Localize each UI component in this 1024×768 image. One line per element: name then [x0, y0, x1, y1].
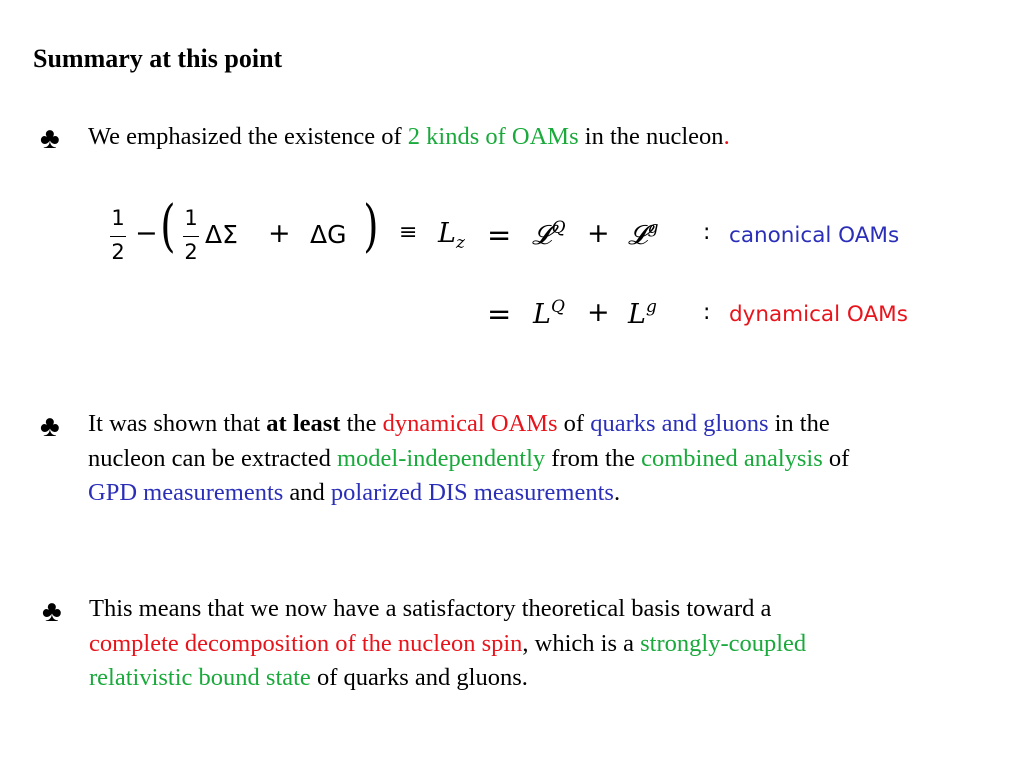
equals-sign: = — [487, 218, 512, 252]
q-superscript: Q — [551, 218, 566, 238]
line — [89, 661, 989, 696]
text: of — [557, 410, 591, 437]
highlight-polarized-dis: polarized DIS measurements — [330, 479, 614, 506]
text: from the — [545, 444, 642, 472]
text: the — [340, 410, 383, 437]
fraction-bar — [183, 236, 199, 237]
plus-sign: + — [587, 297, 610, 328]
highlight-quarks-gluons: quarks and gluons — [590, 410, 769, 437]
text: in the nucleon — [578, 123, 724, 150]
colon: : — [703, 300, 711, 325]
g-superscript: g — [645, 297, 657, 317]
z-subscript: z — [455, 233, 465, 253]
script-l: 𝓛 — [532, 220, 552, 251]
g-superscript: g — [647, 218, 659, 238]
fraction-numerator: 1 — [184, 206, 198, 230]
colon: : — [703, 220, 711, 245]
delta-g — [310, 220, 346, 249]
slide-title: Summary at this point — [33, 44, 283, 73]
delta-g-symbol: ΔG — [310, 220, 347, 249]
text: , which is a — [522, 629, 641, 657]
text: and — [283, 479, 331, 506]
script-l: 𝓛 — [628, 220, 648, 251]
right-paren: ) — [363, 194, 379, 259]
kinetic-lg — [628, 297, 657, 330]
fraction-numerator: 1 — [111, 206, 125, 230]
plus-sign: + — [587, 218, 610, 249]
fraction-denominator: 2 — [111, 240, 125, 264]
plus-sign: + — [268, 218, 291, 249]
text: . — [613, 479, 621, 506]
text: nucleon can be extracted — [88, 444, 337, 472]
kinetic-lq — [533, 297, 565, 330]
highlight-gpd-measurements: GPD measurements — [88, 479, 284, 506]
highlight-bound-state: relativistic bound state — [89, 664, 311, 691]
minus-sign: − — [135, 218, 158, 249]
line — [88, 476, 988, 511]
fraction-bar — [110, 236, 126, 237]
text: It was shown that — [88, 410, 267, 437]
line — [89, 592, 989, 627]
paragraph-dynamical-oams — [88, 407, 988, 511]
q-superscript: Q — [550, 297, 565, 317]
highlight-combined-analysis: combined analysis — [641, 444, 823, 472]
canonical-lq — [532, 218, 566, 252]
period: . — [723, 123, 730, 150]
highlight-strongly-coupled: strongly-coupled — [640, 629, 807, 657]
highlight-complete-decomposition: complete decomposition of the nucleon spin — [89, 629, 523, 657]
paragraph-oam-kinds — [88, 120, 730, 155]
equals-sign: = — [487, 297, 512, 331]
line — [88, 407, 988, 442]
highlight-two-kinds-oams: 2 kinds of OAMs — [407, 123, 579, 150]
club-bullet-icon: ♣ — [40, 122, 60, 155]
line — [89, 627, 989, 662]
left-paren: ( — [160, 194, 176, 259]
l-z-symbol — [438, 218, 465, 253]
highlight-model-independently: model-independently — [336, 444, 546, 472]
canonical-oams-label: canonical OAMs — [729, 223, 900, 248]
equiv-sign: ≡ — [399, 220, 418, 245]
text: This means that we now have a satisfactory theoretical basis toward a — [89, 595, 772, 622]
bold-at-least: at least — [266, 410, 341, 437]
l-letter: L — [628, 299, 646, 330]
highlight-dynamical-oams: dynamical OAMs — [382, 410, 558, 437]
fraction-denominator: 2 — [184, 240, 198, 264]
text: of quarks and gluons. — [310, 664, 528, 691]
club-bullet-icon: ♣ — [42, 595, 62, 628]
text: in the — [768, 410, 830, 437]
text: We emphasized the existence of — [88, 123, 408, 150]
line — [88, 442, 988, 477]
dynamical-oams-label: dynamical OAMs — [729, 302, 908, 327]
l-letter: L — [533, 299, 551, 330]
canonical-lg — [628, 218, 659, 252]
text: of — [822, 444, 850, 472]
paragraph-theoretical-basis — [89, 592, 989, 696]
l-letter: L — [438, 218, 456, 249]
delta-sigma: ΔΣ — [205, 220, 238, 249]
club-bullet-icon: ♣ — [40, 410, 60, 443]
